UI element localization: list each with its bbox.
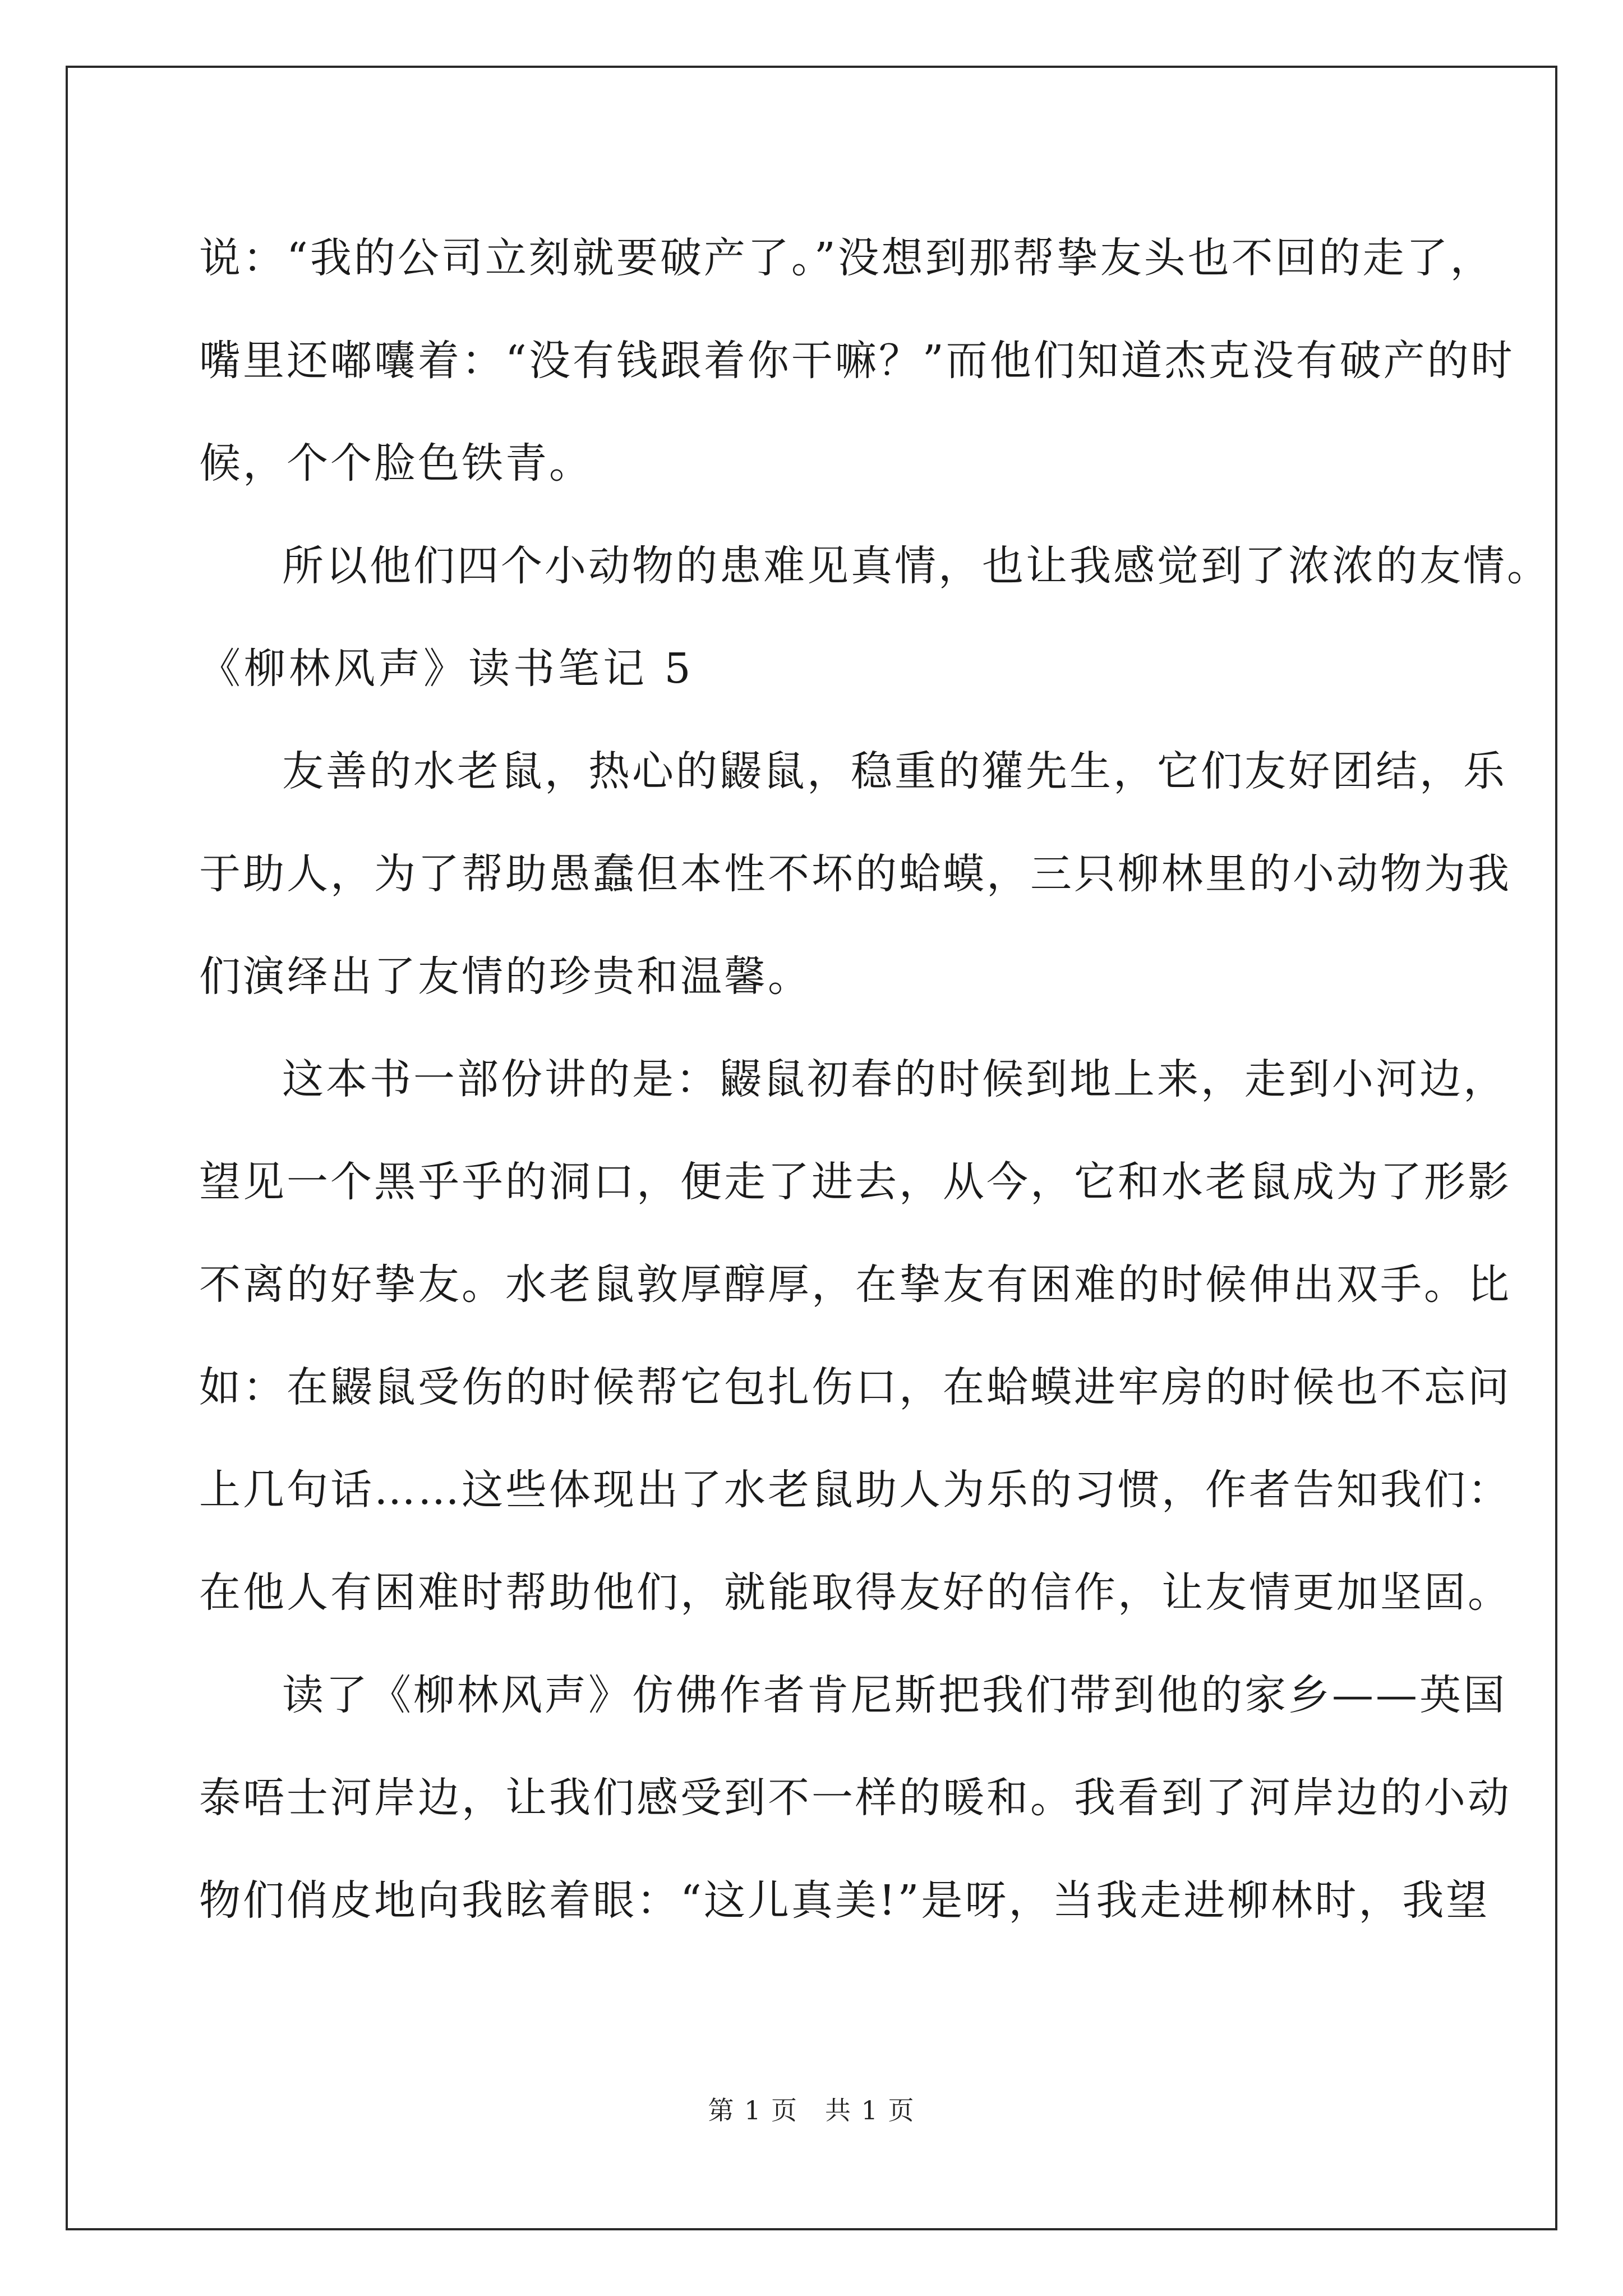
text-line: 们演绎出了友情的珍贵和温馨。 — [199, 953, 811, 1001]
text-line: 物们俏皮地向我眩着眼：“这儿真美!”是呀，当我走进柳林时，我望 — [199, 1876, 1490, 1925]
text-line: 嘴里还嘟囔着：“没有钱跟着你干嘛？”而他们知道杰克没有破产的时 — [199, 337, 1515, 385]
paragraph-start-line: 友善的水老鼠，热心的鼹鼠，稳重的獾先生，它们友好团结，乐 — [282, 747, 1507, 795]
document-body — [199, 216, 1551, 1961]
text-line: 如：在鼹鼠受伤的时候帮它包扎伤口，在蛤蟆进牢房的时候也不忘问 — [199, 1363, 1511, 1411]
text-line: 于助人，为了帮助愚蠢但本性不坏的蛤蟆，三只柳林里的小动物为我 — [199, 850, 1511, 898]
text-line: 候，个个脸色铁青。 — [199, 439, 593, 487]
page-footer: 第 1 页 共 1 页 — [708, 2095, 915, 2125]
text-line: 说：“我的公司立刻就要破产了。”没想到那帮挚友头也不回的走了， — [199, 234, 1494, 282]
paragraph-start-line: 这本书一部份讲的是：鼹鼠初春的时候到地上来，走到小河边， — [282, 1055, 1507, 1103]
text-line: 在他人有困难时帮助他们，就能取得友好的信作，让友情更加坚固。 — [199, 1568, 1511, 1617]
section-heading: 《柳林风声》读书笔记 5 — [199, 645, 694, 693]
text-line: 不离的好挚友。水老鼠敦厚醇厚，在挚友有困难的时候伸出双手。比 — [199, 1260, 1511, 1309]
text-line: 上几句话……这些体现出了水老鼠助人为乐的习惯，作者告知我们： — [199, 1466, 1511, 1514]
text-line: 泰唔士河岸边，让我们感受到不一样的暖和。我看到了河岸边的小动 — [199, 1774, 1511, 1822]
text-line: 望见一个黑乎乎的洞口，便走了进去，从今，它和水老鼠成为了形影 — [199, 1158, 1511, 1206]
paragraph-start-line: 所以他们四个小动物的患难见真情，也让我感觉到了浓浓的友情。 — [282, 542, 1551, 590]
paragraph-start-line: 读了《柳林风声》仿佛作者肯尼斯把我们带到他的家乡——英国 — [282, 1671, 1507, 1719]
